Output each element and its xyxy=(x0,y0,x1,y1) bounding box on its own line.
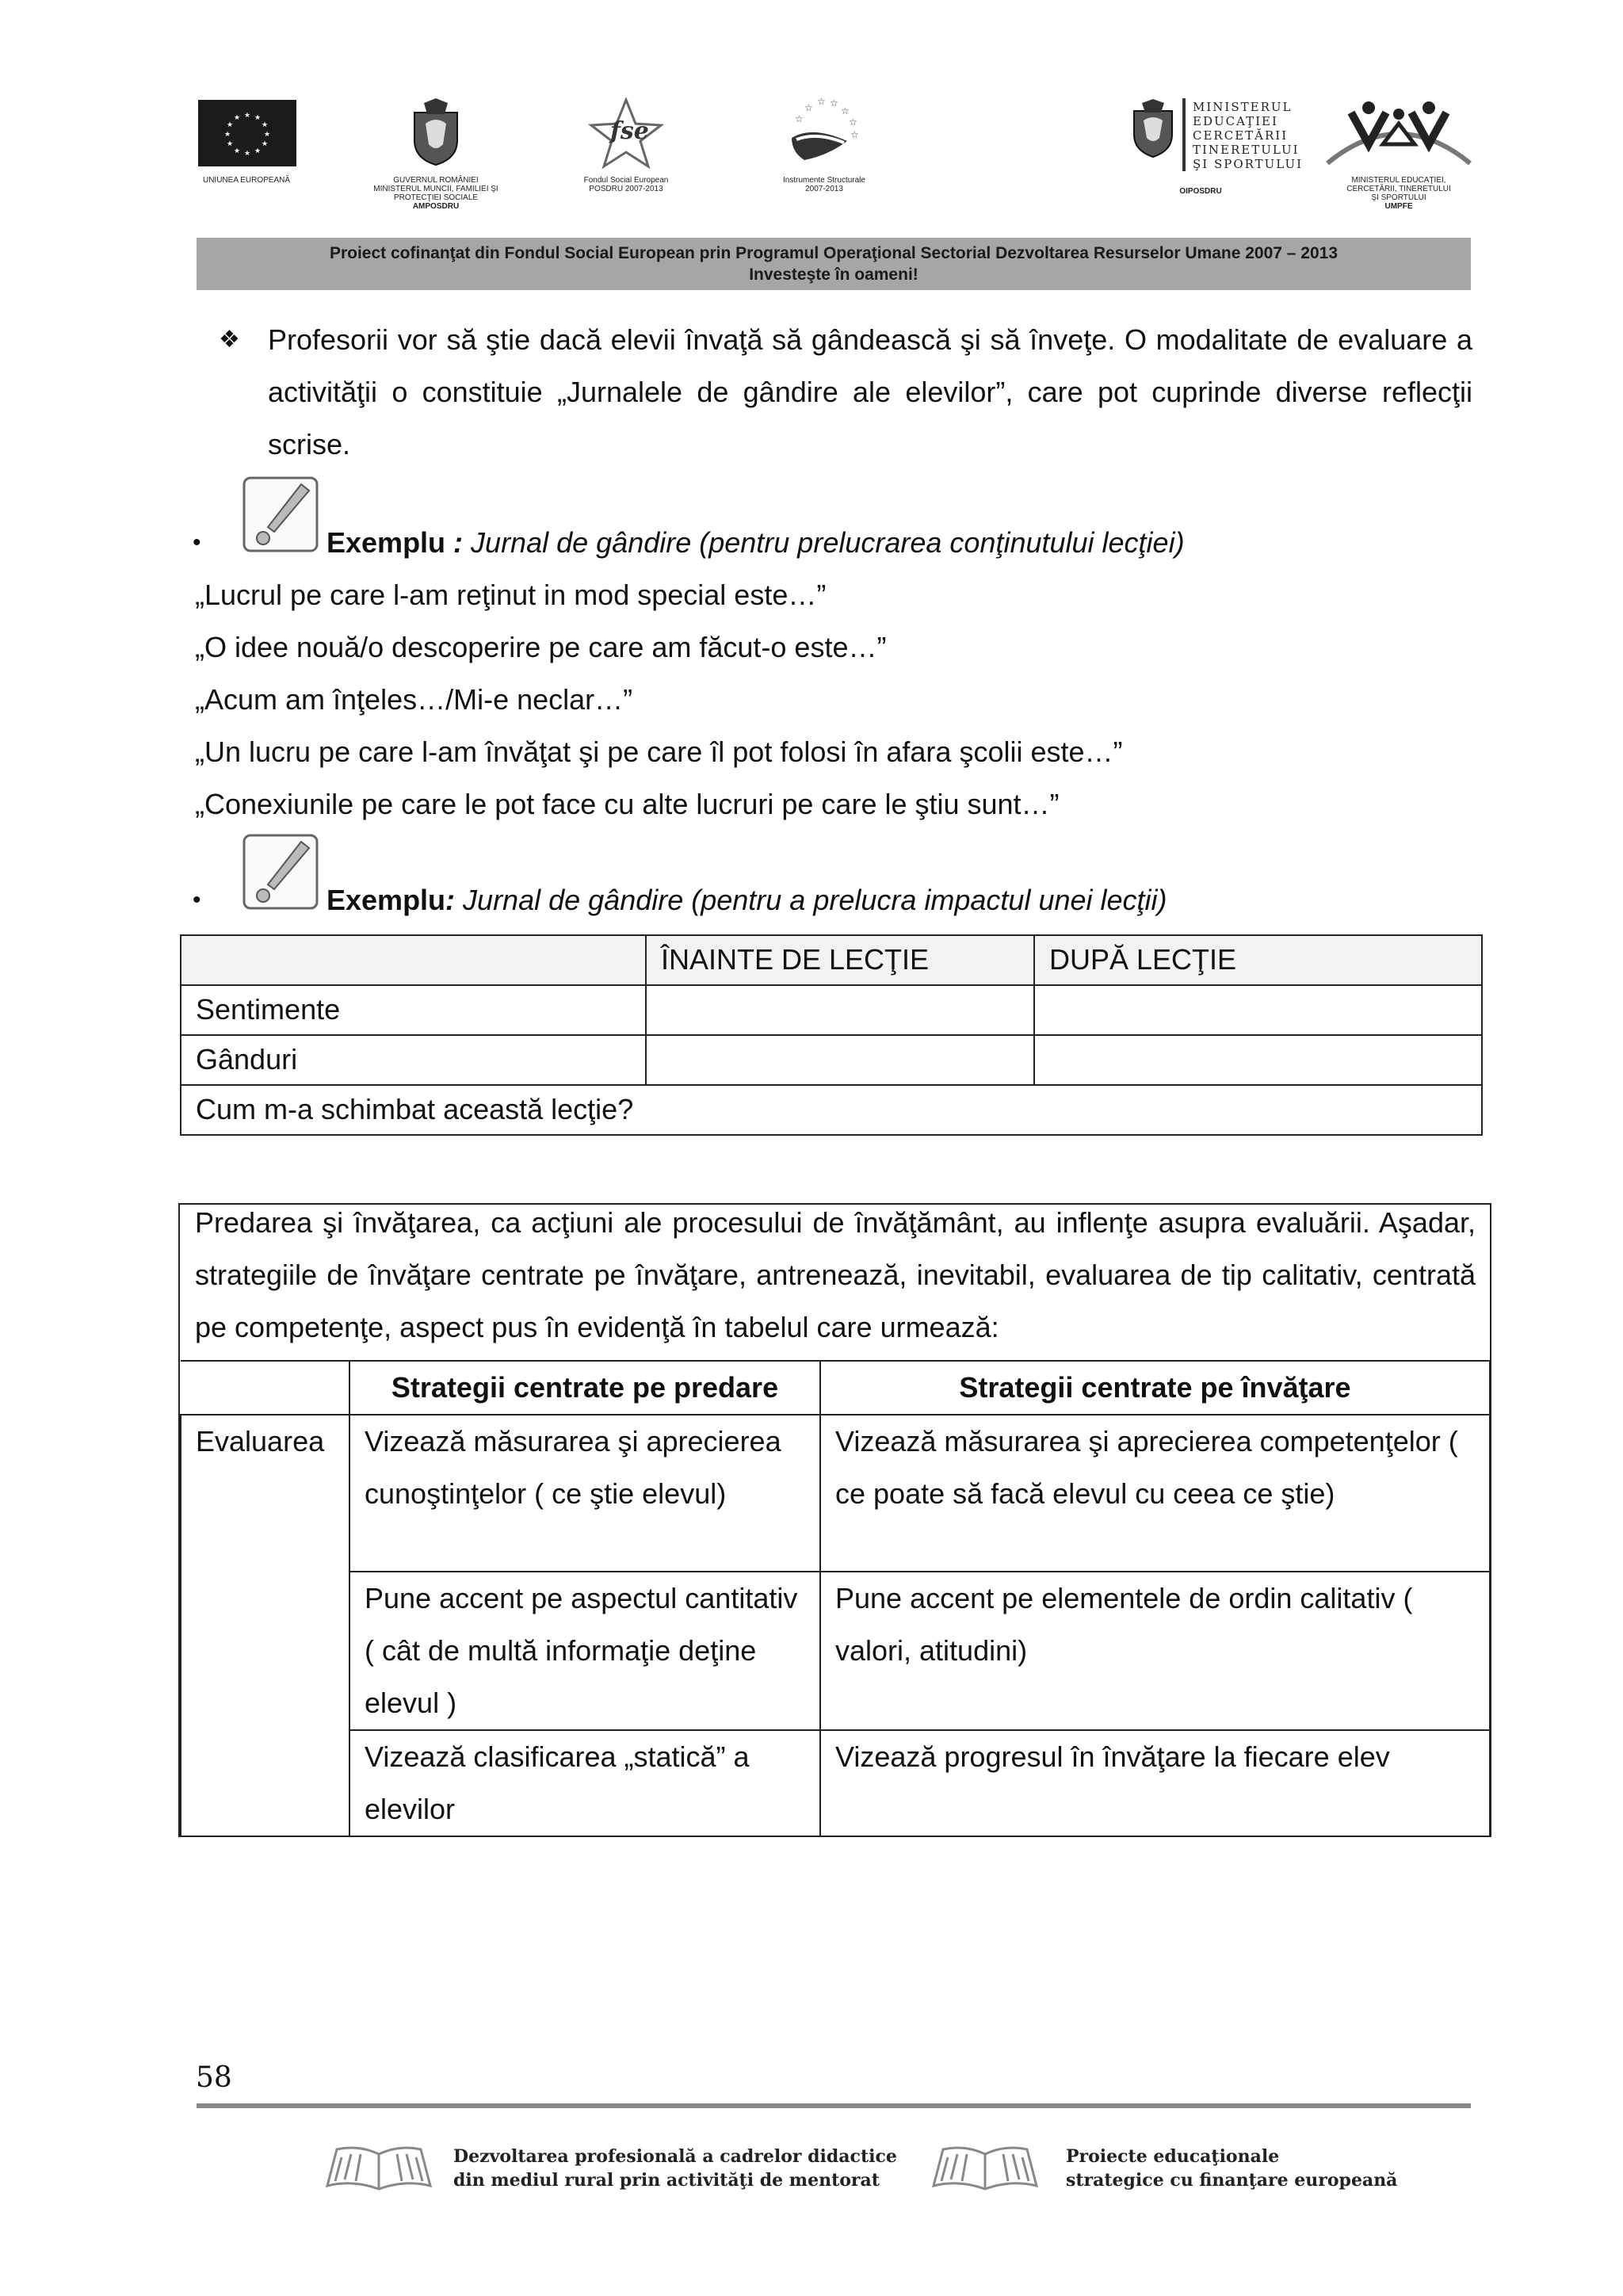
svg-text:☆: ☆ xyxy=(817,97,826,107)
ministry-coat-of-arms-icon xyxy=(1129,98,1177,159)
svg-text:★: ★ xyxy=(226,140,234,148)
bullet-paragraph: Profesorii vor să ştie dacă elevii învaţă să gândească şi să înveţe. O modalitate de evaluare a activităţii o constituie „Jurnalele de gândire ale elevilor”, care pot cuprinde diverse reflecţii scrise. xyxy=(268,323,1472,460)
umpfe-caption: MINISTERUL EDUCAŢIEI, CERCETĂRII, TINERETULUI ŞI SPORTULUI UMPFE xyxy=(1346,176,1451,211)
ministry-wordmark: MINISTERUL EDUCAŢIEI CERCETĂRII TINERETULUI ŞI SPORTULUI xyxy=(1193,100,1304,171)
table-cell xyxy=(1034,1035,1482,1085)
svg-text:☆: ☆ xyxy=(804,102,813,113)
gov-caption: GUVERNUL ROMÂNIEI MINISTERUL MUNCII, FAMILIEI ŞI PROTECŢIEI SOCIALE AMPOSDRU xyxy=(373,176,498,211)
instrumente-caption: Instrumente Structurale 2007-2013 xyxy=(783,176,865,193)
table-header: Strategii centrate pe învăţare xyxy=(820,1361,1490,1415)
bullet-dot-icon: • xyxy=(193,887,201,913)
eu-stars-icon xyxy=(198,100,296,166)
table-header: Strategii centrate pe predare xyxy=(349,1361,820,1415)
fse-caption: Fondul Social European POSDRU 2007-2013 xyxy=(583,176,669,193)
bullet-dot-icon: • xyxy=(193,529,201,556)
exclamation-icon xyxy=(242,834,319,910)
table-row-label: Sentimente xyxy=(181,985,646,1035)
strategies-table xyxy=(180,1360,1491,1837)
svg-text:★: ★ xyxy=(263,131,271,139)
table-cell: Vizează măsurarea şi aprecierea competenţelor ( ce poate să facă elevul cu ceea ce ştie) xyxy=(820,1415,1490,1572)
table-cell: Pune accent pe elementele de ordin calitativ ( valori, atitudini) xyxy=(820,1572,1490,1730)
table-cell xyxy=(646,1035,1034,1085)
example-2-title: Exemplu: Jurnal de gândire (pentru a prelucra impactul unei lecţii) xyxy=(327,884,1167,916)
svg-text:☆: ☆ xyxy=(841,105,850,117)
fse-mark: fse xyxy=(610,117,649,145)
svg-text:★: ★ xyxy=(233,114,241,122)
impact-table xyxy=(180,934,1483,1136)
table-cell xyxy=(181,935,646,985)
ministry-rule xyxy=(1182,98,1186,171)
table-cell: Vizează clasificarea „statică” a elevilor xyxy=(349,1730,820,1836)
exclamation-icon xyxy=(242,476,319,552)
footer-rule xyxy=(197,2103,1471,2108)
fse-star-logo xyxy=(588,97,664,170)
romania-coat-of-arms-icon xyxy=(408,97,464,166)
page-number: 58 xyxy=(196,2061,232,2094)
svg-text:★: ★ xyxy=(243,112,251,120)
table-header: DUPĂ LECŢIE xyxy=(1034,935,1482,985)
table-row xyxy=(181,1361,1490,1415)
journal-line: „Un lucru pe care l-am învăţat şi pe care îl pot folosi în afara şcolii este…” xyxy=(195,735,1123,768)
table-row xyxy=(181,985,1482,1035)
example-1-title: Exemplu : Jurnal de gândire (pentru prelucrarea conţinutului lecţiei) xyxy=(327,526,1185,559)
table-row-label: Evaluarea xyxy=(181,1415,349,1836)
instrumente-structurale-logo xyxy=(781,97,868,170)
open-book-icon xyxy=(926,2138,1044,2194)
eu-caption: UNIUNEA EUROPEANĂ xyxy=(202,176,291,185)
journal-line: „Conexiunile pe care le pot face cu alte lucruri pe care le ştiu sunt…” xyxy=(195,788,1060,820)
banner-line-1: Proiect cofinanţat din Fondul Social European prin Programul Operaţional Sectorial Dezvoltarea Resurselor Umane 2007 – 2013 xyxy=(329,244,1338,262)
table-row-label: Cum m-a schimbat această lecţie? xyxy=(181,1085,1482,1135)
journal-line: „Lucrul pe care l-am reţinut in mod special este…” xyxy=(195,579,827,611)
svg-text:★: ★ xyxy=(226,121,234,129)
svg-text:★: ★ xyxy=(254,147,262,155)
table-row xyxy=(181,1572,1490,1730)
table-cell xyxy=(646,985,1034,1035)
journal-line: „O idee nouă/o descoperire pe care am făcut-o este…” xyxy=(195,631,887,663)
footer-left-text: Dezvoltarea profesională a cadrelor didactice din mediul rural prin activităţi de mentorat xyxy=(453,2146,897,2191)
oiposdru-caption: OIPOSDRU xyxy=(1179,187,1222,196)
svg-text:★: ★ xyxy=(261,140,269,148)
svg-text:★: ★ xyxy=(233,147,241,155)
table-cell: Vizează progresul în învăţare la fiecare elev xyxy=(820,1730,1490,1836)
journal-line: „Acum am înţeles…/Mi-e neclar…” xyxy=(195,683,633,716)
banner-line-2: Investeşte în oameni! xyxy=(749,266,918,284)
table-row xyxy=(181,935,1482,985)
box-paragraph: Predarea şi învăţarea, ca acţiuni ale procesului de învăţământ, au inflenţe asupra evaluării. Aşadar, strategiile de învăţare centrate pe învăţare, antrenează, inevitabil, evaluarea de tip calitativ, centrată pe competenţe, aspect pus în evidenţă în tabelul care urmează: xyxy=(195,1206,1476,1343)
svg-text:☆: ☆ xyxy=(830,97,838,109)
svg-text:★: ★ xyxy=(261,121,269,129)
svg-text:☆: ☆ xyxy=(850,129,859,140)
table-row xyxy=(181,1085,1482,1135)
svg-text:★: ★ xyxy=(243,150,251,158)
table-cell: Pune accent pe aspectul cantitativ ( cât de multă informaţie deţine elevul ) xyxy=(349,1572,820,1730)
footer-right-text: Proiecte educaţionale strategice cu finanţare europeană xyxy=(1066,2146,1398,2191)
table-header: ÎNAINTE DE LECŢIE xyxy=(646,935,1034,985)
svg-text:★: ★ xyxy=(254,114,262,122)
project-banner xyxy=(197,238,1471,290)
table-cell: Vizează măsurarea şi aprecierea cunoştinţelor ( ce ştie elevul) xyxy=(349,1415,820,1572)
table-cell xyxy=(181,1361,349,1415)
journal-lines xyxy=(195,569,1123,831)
table-row xyxy=(181,1415,1490,1572)
eu-flag-logo xyxy=(198,100,296,166)
svg-text:★: ★ xyxy=(223,131,231,139)
table-row xyxy=(181,1035,1482,1085)
diamond-bullet-icon: ❖ xyxy=(219,326,240,353)
table-row xyxy=(181,1730,1490,1836)
table-row-label: Gânduri xyxy=(181,1035,646,1085)
umpfe-logo xyxy=(1319,97,1478,173)
svg-text:☆: ☆ xyxy=(795,113,804,124)
table-cell xyxy=(1034,985,1482,1035)
svg-text:☆: ☆ xyxy=(849,117,857,128)
open-book-icon xyxy=(319,2138,438,2194)
